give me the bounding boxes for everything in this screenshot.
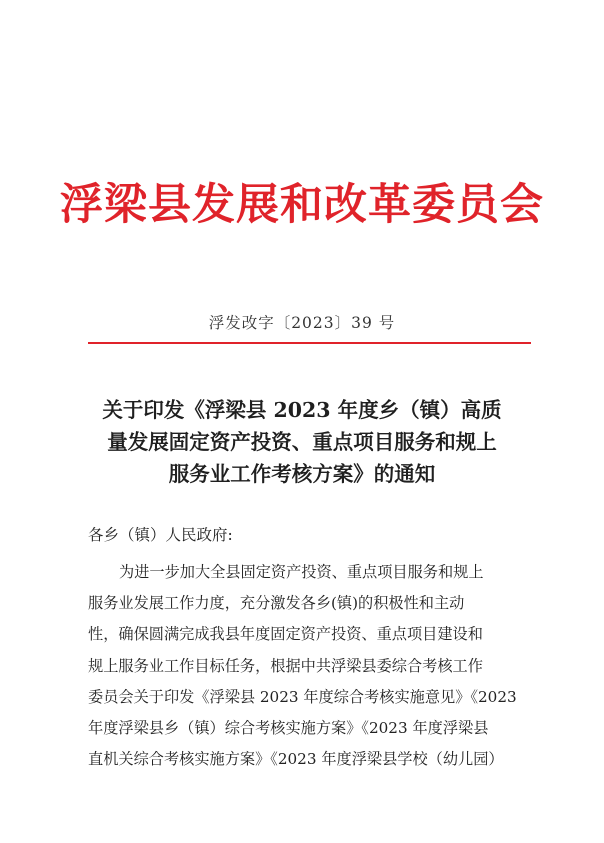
body-paragraph	[88, 557, 528, 775]
notice-title	[70, 394, 534, 490]
notice-title-line-3: 服务业工作考核方案》的通知	[168, 462, 436, 486]
body-line-2: 服务业发展工作力度，充分激发各乡(镇)的积极性和主动	[88, 594, 465, 613]
document-number: 浮发改字〔2023〕39 号	[208, 314, 396, 332]
body-line-1: 为进一步加大全县固定资产投资、重点项目服务和规上	[119, 563, 484, 581]
body-line-5: 委员会关于印发《浮梁县 2023 年度综合考核实施意见》《2023	[88, 687, 517, 706]
body-line-4: 规上服务业工作目标任务，根据中共浮梁县委综合考核工作	[88, 656, 483, 675]
red-divider-line	[88, 342, 531, 344]
notice-title-line-2: 量发展固定资产投资、重点项目服务和规上	[107, 430, 497, 454]
body-line-7: 直机关综合考核实施方案》《2023 年度浮梁县学校（幼儿园）	[88, 750, 504, 769]
body-line-3: 性，确保圆满完成我县年度固定资产投资、重点项目建设和	[88, 625, 483, 644]
notice-title-line-1: 关于印发《浮梁县 2023 年度乡（镇）高质	[102, 398, 502, 422]
body-line-6: 年度浮梁县乡（镇）综合考核实施方案》《2023 年度浮梁县	[88, 719, 489, 738]
organization-title: 浮梁县发展和改革委员会	[60, 180, 544, 230]
salutation: 各乡（镇）人民政府:	[88, 526, 233, 544]
